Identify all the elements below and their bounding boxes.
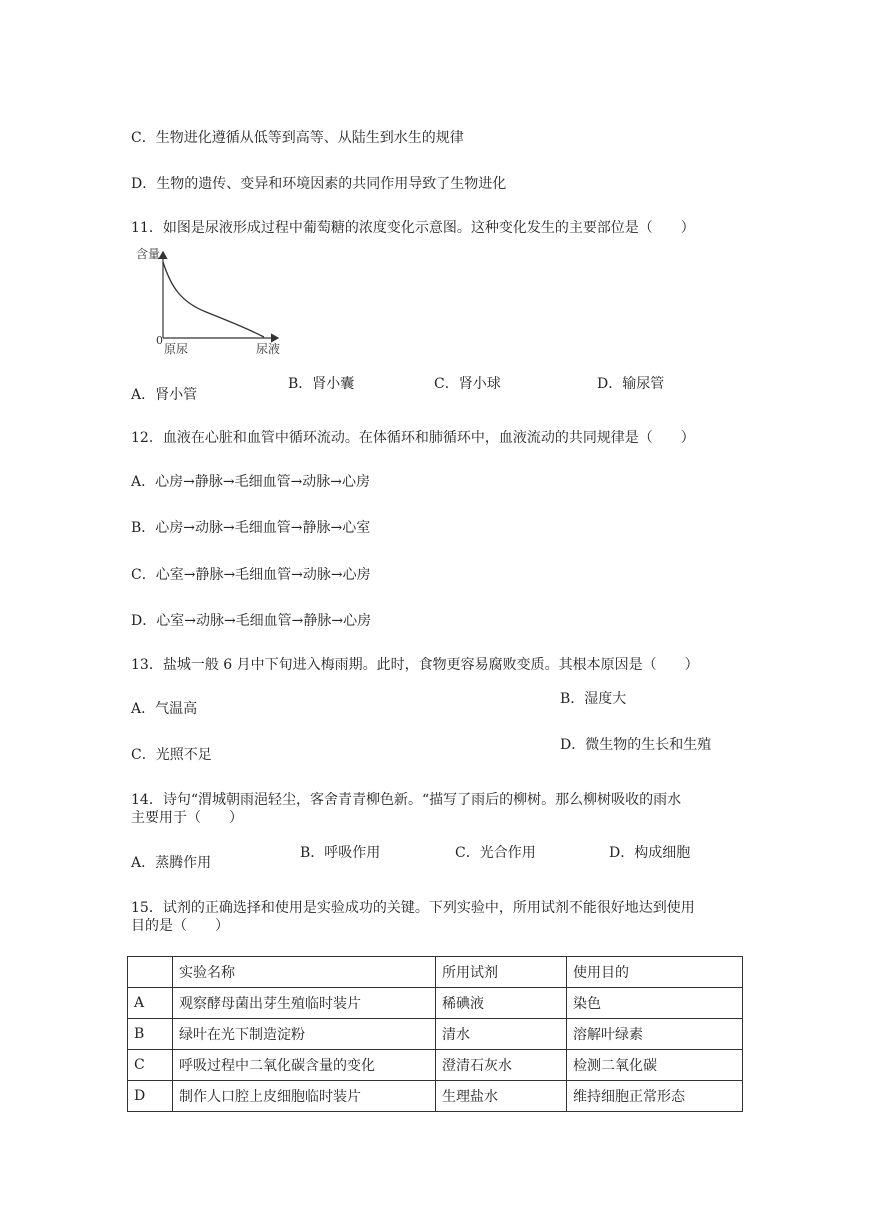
y-axis-label: 含量 [136, 247, 161, 261]
x-start-label: 原尿 [164, 342, 189, 356]
q14-option-d: D．构成细胞 [609, 845, 691, 861]
table-row [128, 1081, 743, 1112]
q10-option-c: C．生物进化遵循从低等到高等、从陆生到水生的规律 [131, 130, 464, 146]
concentration-curve [163, 262, 264, 337]
q14-stem-line2: 主要用于（ ） [131, 810, 243, 826]
header-cell: 实验名称 [173, 957, 436, 988]
table-cell: 澄清石灰水 [436, 1050, 567, 1081]
q15-stem-line2: 目的是（ ） [131, 918, 229, 934]
table-cell: D [128, 1081, 173, 1112]
q13-option-a: A．气温高 [131, 701, 198, 717]
q11-option-c: C．肾小球 [434, 376, 501, 392]
table-header-row [128, 957, 743, 988]
q11-stem: 11．如图是尿液形成过程中葡萄糖的浓度变化示意图。这种变化发生的主要部位是（ ） [131, 220, 695, 236]
header-cell: 所用试剂 [436, 957, 567, 988]
table-cell: 观察酵母菌出芽生殖临时装片 [173, 988, 436, 1019]
table-cell: C [128, 1050, 173, 1081]
q12-option-a: A．心房→静脉→毛细血管→动脉→心房 [131, 474, 371, 490]
origin-label: 0 [156, 334, 163, 347]
q12-stem: 12．血液在心脏和血管中循环流动。在体循环和肺循环中，血液流动的共同规律是（ ） [131, 430, 695, 446]
table-cell: 制作人口腔上皮细胞临时装片 [173, 1081, 436, 1112]
table-row [128, 1050, 743, 1081]
glucose-concentration-figure [136, 242, 286, 356]
q13-option-c: C．光照不足 [131, 747, 212, 763]
q14-stem-line1: 14．诗句“渭城朝雨浥轻尘，客舍青青柳色新。“描写了雨后的柳树。那么柳树吸收的雨水 [131, 792, 682, 808]
table-cell: 稀碘液 [436, 988, 567, 1019]
table-row [128, 1019, 743, 1050]
q10-option-d: D．生物的遗传、变异和环境因素的共同作用导致了生物进化 [131, 176, 507, 192]
q14-option-c: C．光合作用 [455, 845, 536, 861]
q15-stem-line1: 15．试剂的正确选择和使用是实验成功的关键。下列实验中，所用试剂不能很好地达到使用 [131, 900, 695, 916]
q13-stem: 13．盐城一般 6 月中下旬进入梅雨期。此时，食物更容易腐败变质。其根本原因是（ ） [131, 657, 699, 673]
q11-option-b: B．肾小囊 [288, 376, 355, 392]
table-cell: 呼吸过程中二氧化碳含量的变化 [173, 1050, 436, 1081]
table-cell: B [128, 1019, 173, 1050]
q12-option-b: B．心房→动脉→毛细血管→静脉→心室 [131, 520, 371, 536]
header-cell [128, 957, 173, 988]
header-cell: 使用目的 [567, 957, 743, 988]
q14-option-a: A．蒸腾作用 [131, 855, 212, 871]
table-cell: 生理盐水 [436, 1081, 567, 1112]
q13-option-b: B．湿度大 [560, 691, 627, 707]
experiment-table [127, 956, 743, 1112]
q13-option-d: D．微生物的生长和生殖 [560, 737, 712, 753]
table-row [128, 988, 743, 1019]
table-cell: 绿叶在光下制造淀粉 [173, 1019, 436, 1050]
q12-option-d: D．心室→动脉→毛细血管→静脉→心房 [131, 613, 372, 629]
x-end-label: 尿液 [256, 342, 281, 356]
q12-option-c: C．心室→静脉→毛细血管→动脉→心房 [131, 567, 371, 583]
q11-option-d: D．输尿管 [597, 376, 665, 392]
table-cell: A [128, 988, 173, 1019]
q11-option-a: A．肾小管 [131, 387, 198, 403]
table-cell: 染色 [567, 988, 743, 1019]
q14-option-b: B．呼吸作用 [300, 845, 381, 861]
table-cell: 清水 [436, 1019, 567, 1050]
table-cell: 维持细胞正常形态 [567, 1081, 743, 1112]
table-cell: 溶解叶绿素 [567, 1019, 743, 1050]
table-cell: 检测二氧化碳 [567, 1050, 743, 1081]
